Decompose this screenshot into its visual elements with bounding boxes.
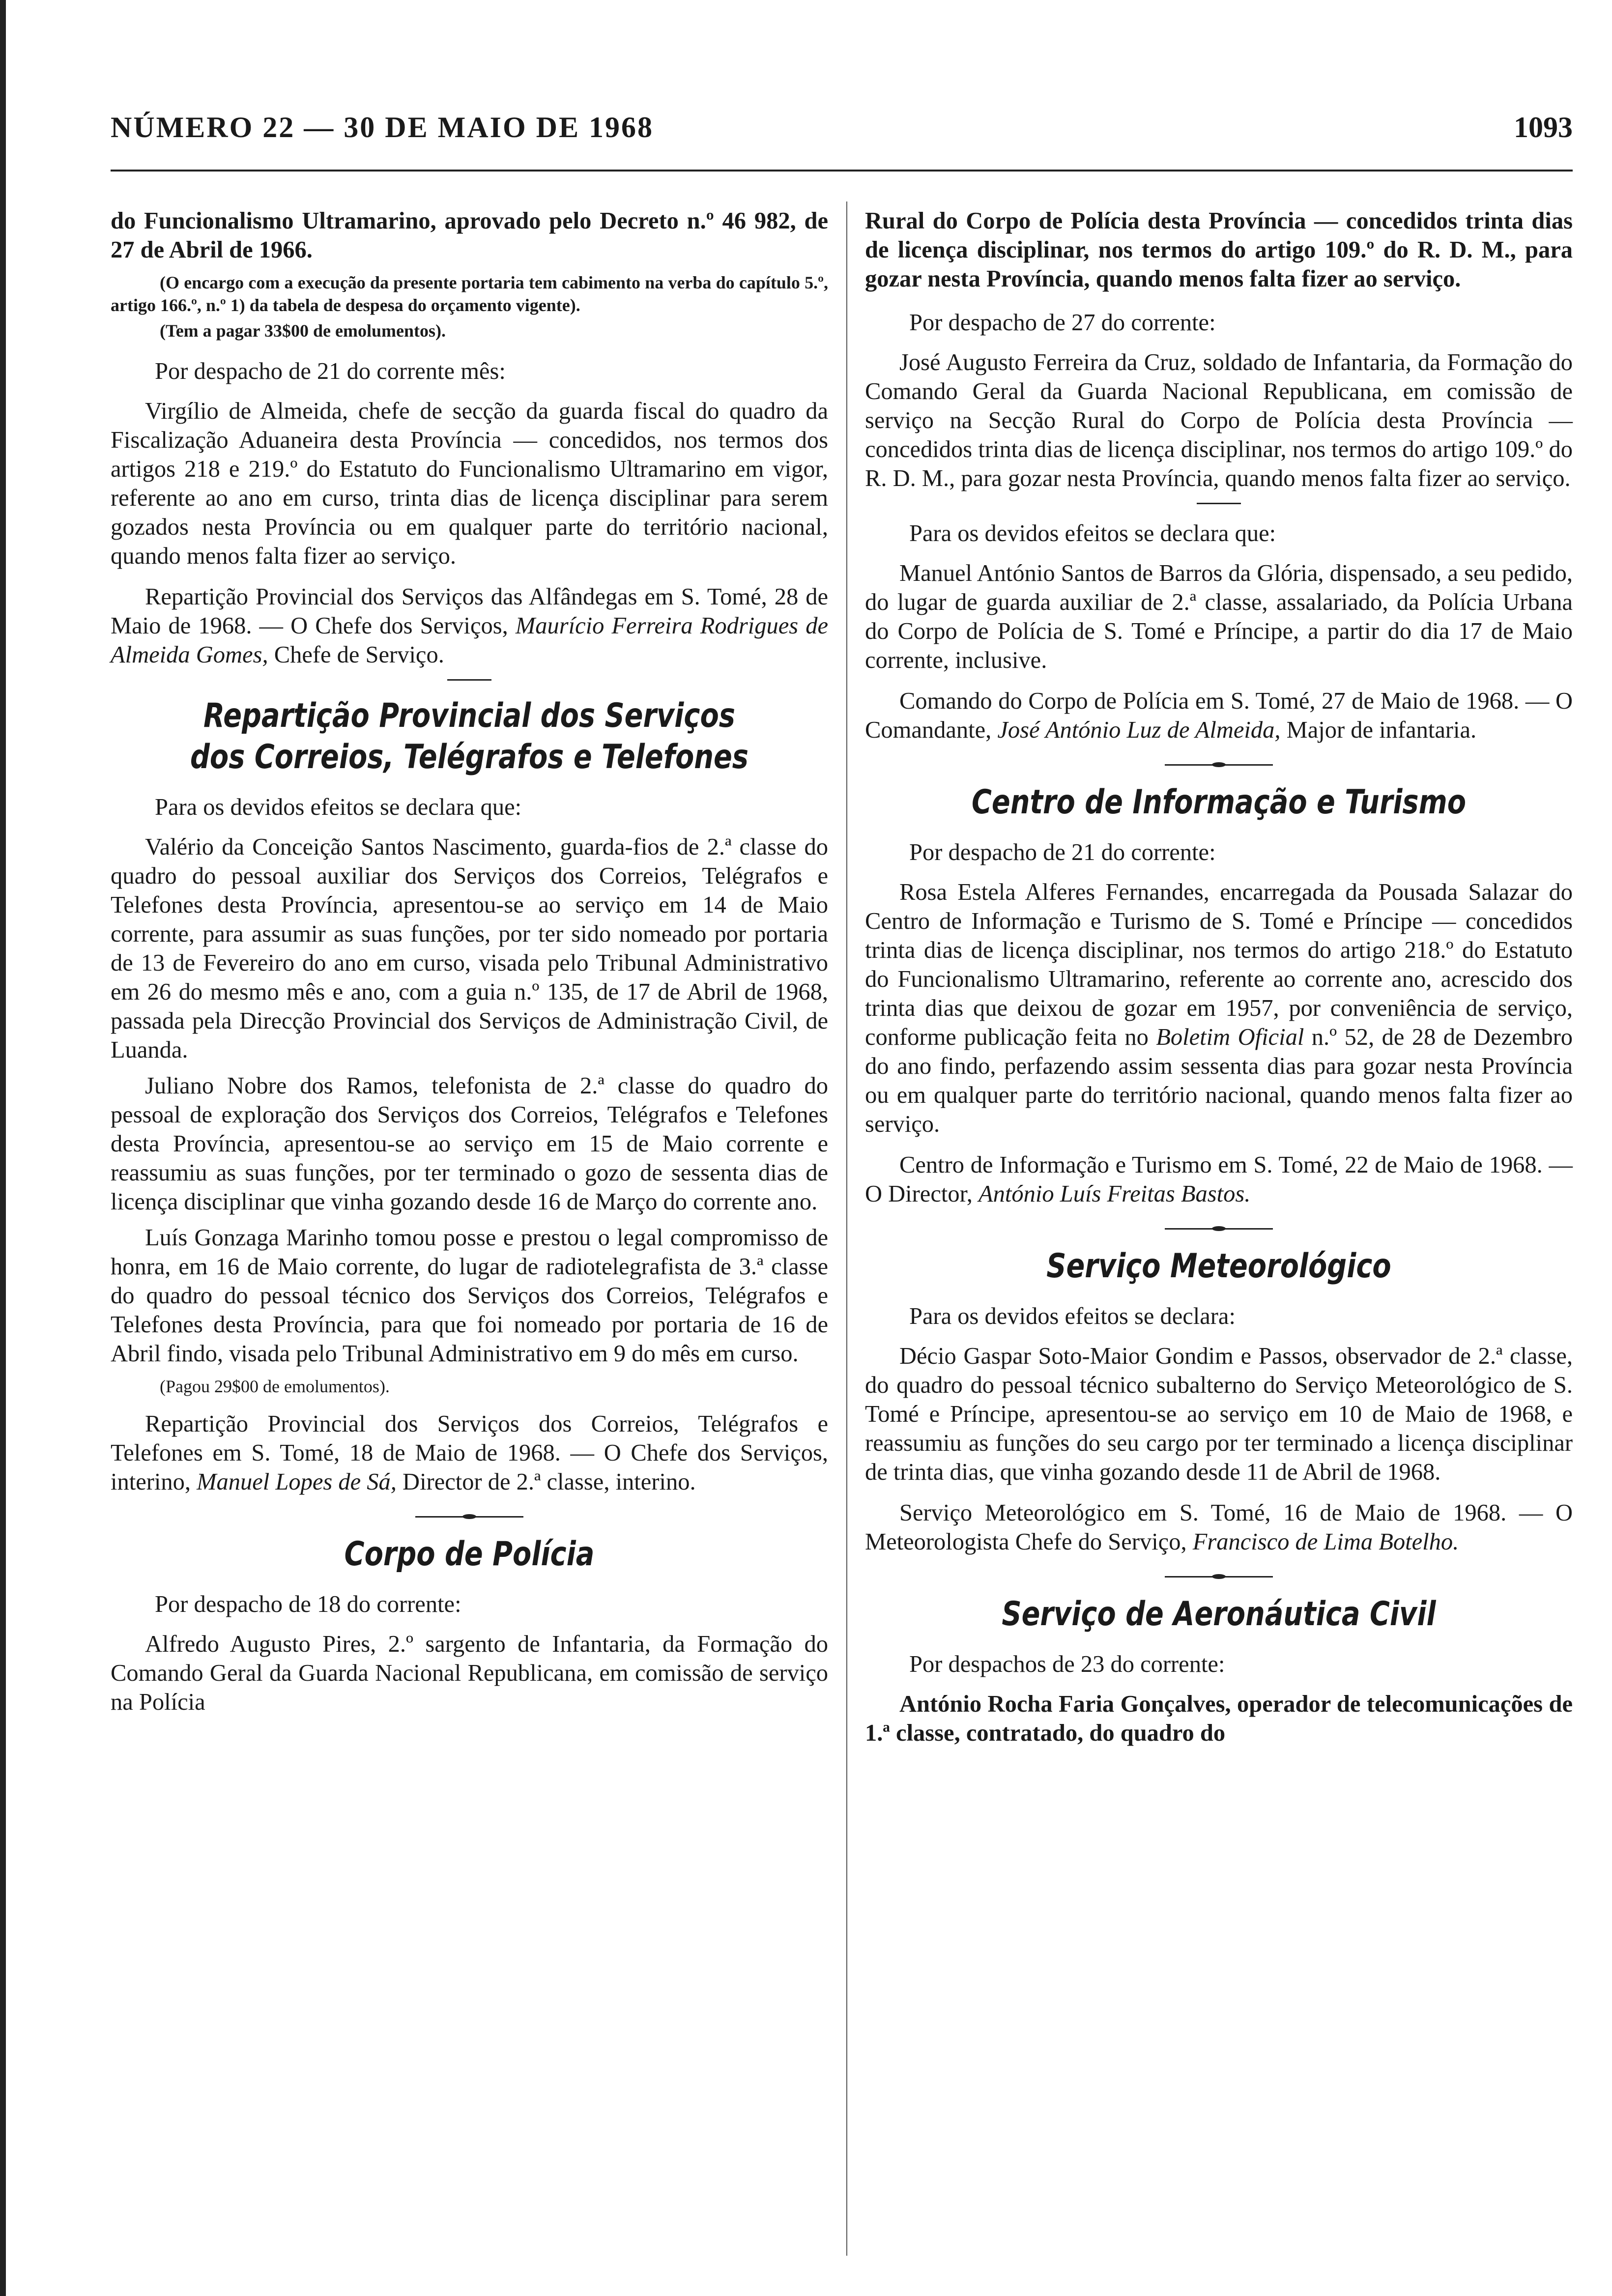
note: (Pagou 29$00 de emolumentos). bbox=[160, 1377, 390, 1396]
page-header bbox=[111, 111, 1573, 150]
signatory-name: Maurício Ferreira Rodrigues de Almeida Gomes, bbox=[111, 613, 828, 668]
signature-text: Centro de Informação e Turismo em S. Tomé, 22 de Maio de 1968. — O Director, bbox=[865, 1152, 1573, 1207]
publication-title: Boletim Oficial bbox=[1156, 1024, 1304, 1050]
paragraph: José Augusto Ferreira da Cruz, soldado de Infantaria, da Formação do Comando Geral da Guarda Nacional Republicana, em comissão de serviço na Secção Rural do Corpo de Polícia desta Província — concedidos trinta dias de licença disciplinar, nos termos do artigo 109.º do R. D. M., para gozar nesta Província, quando menos falta fizer ao serviço. bbox=[865, 349, 1573, 491]
paragraph-text: Rosa Estela Alferes Fernandes, encarregada da Pousada Salazar do Centro de Informação e Turismo de S. Tomé e Príncipe — concedidos trinta dias de licença disciplinar, nos termos do artigo 218.º do Estatuto do Funcionalismo Ultramarino, referente ao corrente ano, acrescido dos trinta dias que deixou de gozar em 1957, por conveniência de serviço, conforme publicação feita no bbox=[865, 879, 1573, 1050]
dispatch-lead: Para os devidos efeitos se declara que: bbox=[155, 794, 522, 820]
paragraph: Juliano Nobre dos Ramos, telefonista de 2.ª classe do quadro do pessoal de exploração dos Serviços dos Correios, Telégrafos e Telefones desta Província, apresentou-se ao serviço em 15 de Maio corrente e reassumiu as suas funções, por ter terminado o gozo de sessenta dias de licença disciplinar que vinha gozando desde 16 de Março do corrente ano. bbox=[111, 1073, 828, 1215]
page-number: 1093 bbox=[1514, 111, 1573, 144]
dispatch-lead: Por despacho de 21 do corrente mês: bbox=[155, 358, 506, 384]
section-heading: Corpo de Polícia bbox=[344, 1535, 595, 1574]
signatory-name: José António Luz de Almeida, bbox=[997, 717, 1281, 743]
paragraph: Rural do Corpo de Polícia desta Província — concedidos trinta dias de licença disciplinar, nos termos do artigo 109.º do R. D. M., para gozar nesta Província, quando menos falta fizer ao serviço. bbox=[865, 208, 1573, 292]
separator bbox=[1197, 503, 1241, 504]
signature-block bbox=[111, 582, 828, 669]
section-heading: Serviço Meteorológico bbox=[1046, 1247, 1391, 1286]
signatory-role: Major de infantaria. bbox=[1286, 717, 1477, 743]
note: (O encargo com a execução da presente portaria tem cabimento na verba do capítulo 5.º, artigo 166.º, n.º 1) da tabela de despesa do orçamento vigente). bbox=[111, 273, 828, 315]
signature-text: Repartição Provincial dos Serviços das Alfândegas em S. Tomé, 28 de Maio de 1968. — O Chefe dos Serviços, bbox=[111, 584, 828, 639]
paragraph: Valério da Conceição Santos Nascimento, guarda-fios de 2.ª classe do quadro do pessoal auxiliar dos Serviços dos Correios, Telégrafos e Telefones desta Província, apresentou-se ao serviço em 14 de Maio corrente, para assumir as suas funções, por ter sido nomeado por portaria de 13 de Fevereiro do ano em curso, visada pelo Tribunal Administrativo em 26 do mesmo mês e ano, com a guia n.º 135, de 17 de Abril de 1968, passada pela Direcção Provincial dos Serviços de Administração Civil, de Luanda. bbox=[111, 834, 828, 1063]
paragraph-text: n.º 52, de 28 de Dezembro do ano findo, perfazendo assim sessenta dias para gozar nesta Província ou em qualquer parte do território nacional, quando menos falta fizer ao serviço. bbox=[865, 1024, 1573, 1137]
column-rule bbox=[846, 201, 847, 2256]
dispatch-lead: Para os devidos efeitos se declara: bbox=[909, 1303, 1236, 1329]
dispatch-lead: Para os devidos efeitos se declara que: bbox=[909, 520, 1276, 546]
signature-block bbox=[111, 1409, 828, 1496]
signatory-name: Manuel Lopes de Sá, bbox=[197, 1469, 397, 1495]
dispatch-lead: Por despacho de 27 do corrente: bbox=[909, 310, 1216, 336]
note: (Tem a pagar 33$00 de emolumentos). bbox=[160, 321, 446, 341]
issue-line: NÚMERO 22 — 30 DE MAIO DE 1968 bbox=[111, 111, 654, 144]
signature-text: Repartição Provincial dos Serviços dos Correios, Telégrafos e Telefones em S. Tomé, 18 de Maio de 1968. — O Chefe dos Serviços, interino, bbox=[111, 1411, 828, 1495]
signatory-name: António Luís Freitas Bastos. bbox=[979, 1181, 1251, 1207]
signatory-role: Chefe de Serviço. bbox=[274, 642, 444, 668]
dispatch-lead: Por despacho de 21 do corrente: bbox=[909, 839, 1216, 865]
separator bbox=[1165, 1574, 1273, 1579]
separator bbox=[415, 1514, 523, 1519]
signatory-role: Director de 2.ª classe, interino. bbox=[403, 1469, 696, 1495]
paragraph: Virgílio de Almeida, chefe de secção da guarda fiscal do quadro da Fiscalização Aduaneira desta Província — concedidos, nos termos dos artigos 218 e 219.º do Estatuto do Funcionalismo Ultramarino em vigor, referente ao ano em curso, trinta dias de licença disciplinar para serem gozados nesta Província ou em qualquer parte do território nacional, quando menos falta fizer ao serviço. bbox=[111, 398, 828, 569]
paragraph: Luís Gonzaga Marinho tomou posse e prestou o legal compromisso de honra, em 16 de Maio corrente, do lugar de radiotelegrafista de 3.ª classe do quadro do pessoal técnico dos Serviços dos Correios, Telégrafos e Telefones desta Província, para que foi nomeado por portaria de 16 de Abril findo, visada pelo Tribunal Administrativo em 9 do mês em curso. bbox=[111, 1225, 828, 1367]
signature-text: Serviço Meteorológico em S. Tomé, 16 de Maio de 1968. — O Meteorologista Chefe do Serviço, bbox=[865, 1500, 1573, 1555]
paragraph: António Rocha Faria Gonçalves, operador de telecomunicações de 1.ª classe, contratado, do quadro do bbox=[865, 1691, 1573, 1746]
section-heading: Centro de Informação e Turismo bbox=[971, 783, 1467, 822]
dispatch-lead: Por despachos de 23 do corrente: bbox=[909, 1651, 1225, 1677]
signature-block bbox=[865, 687, 1573, 745]
separator bbox=[1165, 762, 1273, 767]
separator bbox=[1165, 1226, 1273, 1231]
right-column bbox=[865, 206, 1573, 1754]
section-heading: Serviço de Aeronáutica Civil bbox=[1002, 1595, 1436, 1634]
signature-block bbox=[865, 1150, 1573, 1208]
section-heading: Repartição Provincial dos Serviços dos Correios, Telégrafos e Telefones bbox=[190, 696, 748, 776]
paragraph: Décio Gaspar Soto-Maior Gondim e Passos, observador de 2.ª classe, do quadro do pessoal técnico subalterno do Serviço Meteorológico de S. Tomé e Príncipe, apresentou-se ao serviço em 10 de Maio de 1968, e reassumiu as funções do seu cargo por ter terminado a licença disciplinar de trinta dias, que vinha gozando desde 11 de Abril de 1968. bbox=[865, 1343, 1573, 1485]
signature-block bbox=[865, 1498, 1573, 1556]
dispatch-lead: Por despacho de 18 do corrente: bbox=[155, 1591, 461, 1617]
signature-text: Comando do Corpo de Polícia em S. Tomé, 27 de Maio de 1968. — O Comandante, bbox=[865, 688, 1573, 743]
paragraph bbox=[865, 878, 1573, 1139]
paragraph: Alfredo Augusto Pires, 2.º sargento de Infantaria, da Formação do Comando Geral da Guarda Nacional Republicana, em comissão de serviço na Polícia bbox=[111, 1631, 828, 1715]
header-rule bbox=[111, 170, 1573, 172]
signatory-name: Francisco de Lima Botelho. bbox=[1192, 1529, 1459, 1555]
paragraph: Manuel António Santos de Barros da Glória, dispensado, a seu pedido, do lugar de guarda auxiliar de 2.ª classe, assalariado, da Polícia Urbana do Corpo de Polícia de S. Tomé e Príncipe, a partir do dia 17 de Maio corrente, inclusive. bbox=[865, 560, 1573, 673]
left-column bbox=[111, 206, 828, 1723]
paragraph: do Funcionalismo Ultramarino, aprovado pelo Decreto n.º 46 982, de 27 de Abril de 1966. bbox=[111, 208, 828, 263]
scan-edge bbox=[0, 0, 6, 2296]
separator bbox=[447, 679, 491, 681]
